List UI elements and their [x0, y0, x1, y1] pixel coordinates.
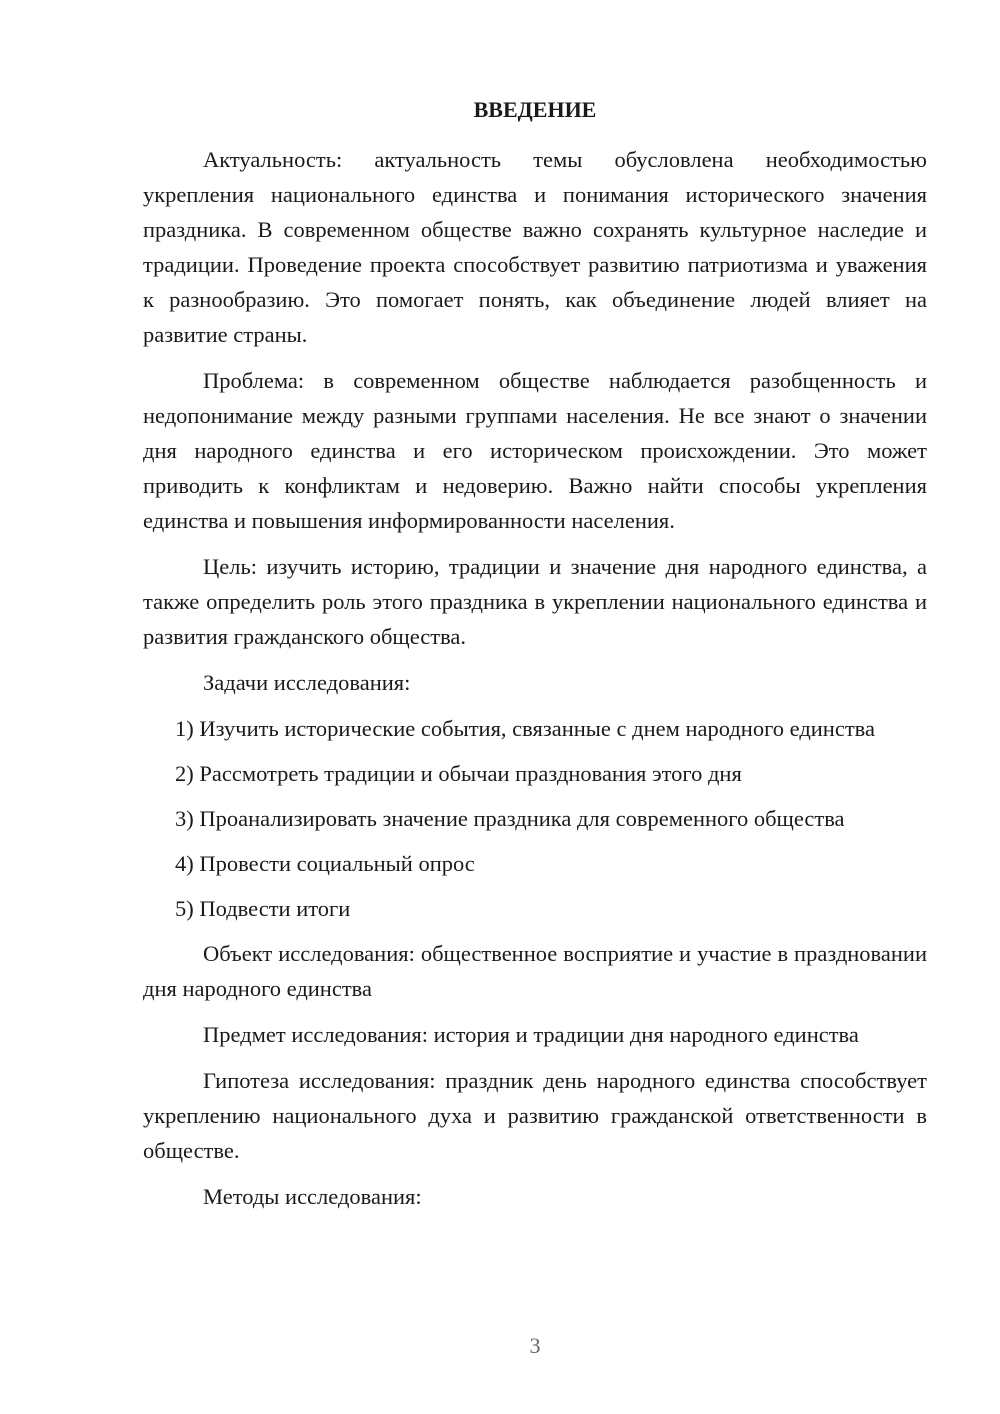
methods-heading: Методы исследования:: [203, 1184, 422, 1209]
tasks-list: [143, 711, 927, 926]
page-number: 3: [529, 1333, 541, 1358]
list-item: 2) Рассмотреть традиции и обычаи празднования этого дня: [175, 761, 742, 786]
list-item: 4) Провести социальный опрос: [175, 851, 475, 876]
list-item: 1) Изучить исторические события, связанные с днем народного единства: [175, 716, 875, 741]
hypothesis-paragraph: Гипотеза исследования: праздник день народного единства способствует укреплению национального духа и развитию гражданской ответственности в обществе.: [143, 1068, 927, 1163]
tasks-heading: Задачи исследования:: [203, 670, 411, 695]
relevance-paragraph: Актуальность: актуальность темы обусловлена необходимостью укрепления национального единства и понимания исторического значения праздника. В современном обществе важно сохранять культурное наследие и традиции. Проведение проекта способствует развитию патриотизма и уважения к разнообразию. Это помогает понять, как объединение людей влияет на развитие страны.: [143, 147, 927, 347]
list-item: 3) Проанализировать значение праздника для современного общества: [175, 806, 845, 831]
document-page: [143, 92, 927, 1225]
list-item: 5) Подвести итоги: [175, 896, 351, 921]
object-paragraph: Объект исследования: общественное восприятие и участие в праздновании дня народного единства: [143, 941, 927, 1001]
goal-paragraph: Цель: изучить историю, традиции и значение дня народного единства, а также определить роль этого праздника в укреплении национального единства и развития гражданского общества.: [143, 554, 927, 649]
problem-paragraph: Проблема: в современном обществе наблюдается разобщенность и недопонимание между разными группами населения. Не все знают о значении дня народного единства и его историческом происхождении. Это может приводить к конфликтам и недоверию. Важно найти способы укрепления единства и повышения информированности населения.: [143, 368, 927, 533]
subject-paragraph: Предмет исследования: история и традиции дня народного единства: [203, 1022, 859, 1047]
page-title: ВВЕДЕНИЕ: [473, 97, 597, 122]
